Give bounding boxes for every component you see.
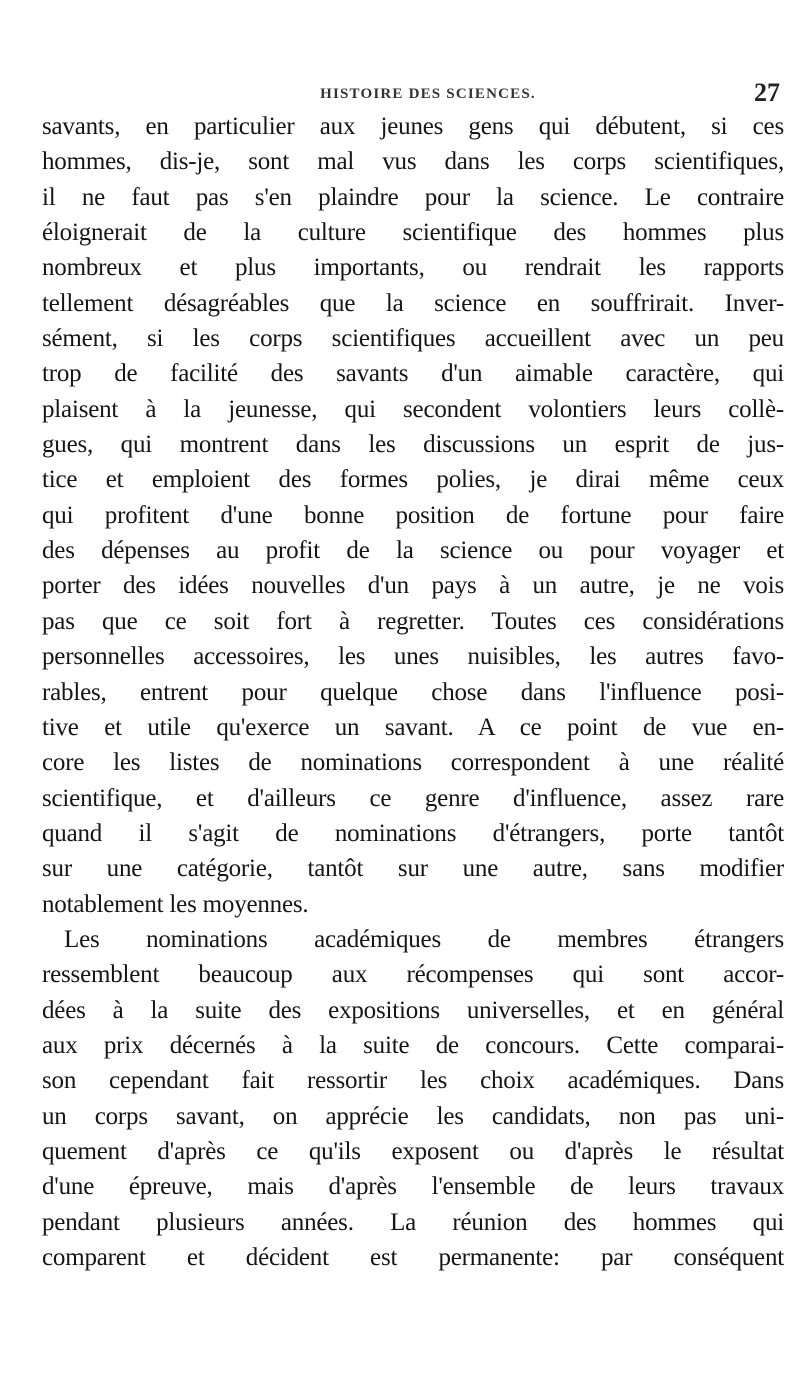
text-line: personnelles accessoires, les unes nuisibles, les autres favo- [42, 643, 784, 671]
text-line: nombreux et plus importants, ou rendrait les rapports [42, 254, 784, 282]
text-line: un corps savant, on apprécie les candidats, non pas uni- [42, 1102, 784, 1130]
text-line: scientifique, et d'ailleurs ce genre d'influence, assez rare [42, 784, 784, 812]
text-line: son cependant fait ressortir les choix académiques. Dans [42, 1067, 784, 1095]
running-title: HISTOIRE DES SCIENCES. [320, 86, 536, 102]
text-line: pendant plusieurs années. La réunion des hommes qui [42, 1208, 784, 1236]
text-line: gues, qui montrent dans les discussions un esprit de jus- [42, 431, 784, 459]
text-line: pas que ce soit fort à regretter. Toutes ces considérations [42, 607, 784, 635]
text-line: porter des idées nouvelles d'un pays à un autre, je ne vois [42, 572, 784, 600]
text-line: sur une catégorie, tantôt sur une autre, sans modifier [42, 855, 784, 883]
text-line: ressemblent beaucoup aux récompenses qui sont accor- [42, 961, 784, 989]
text-line: d'une épreuve, mais d'après l'ensemble de leurs travaux [42, 1173, 784, 1201]
text-line: éloignerait de la culture scientifique des hommes plus [42, 219, 784, 247]
text-line: quement d'après ce qu'ils exposent ou d'après le résultat [42, 1137, 784, 1165]
text-line: aux prix décernés à la suite de concours. Cette comparai- [42, 1031, 784, 1059]
text-line: sément, si les corps scientifiques accueillent avec un peu [42, 325, 784, 353]
text-line: hommes, dis-je, sont mal vus dans les corps scientifiques, [42, 148, 784, 176]
text-line: plaisent à la jeunesse, qui secondent volontiers leurs collè- [42, 395, 784, 423]
text-line: tellement désagréables que la science en souffrirait. Inver- [42, 289, 784, 317]
text-line: tive et utile qu'exerce un savant. A ce point de vue en- [42, 713, 784, 741]
text-line-paragraph-start: Les nominations académiques de membres étrangers [64, 925, 784, 953]
text-line: dées à la suite des expositions universelles, et en général [42, 996, 784, 1024]
page-number: 27 [754, 78, 780, 107]
text-line: savants, en particulier aux jeunes gens qui débutent, si ces [42, 113, 784, 140]
text-line: core les listes de nominations correspondent à une réalité [42, 749, 784, 777]
text-line-paragraph-end: notablement les moyennes. [42, 890, 309, 918]
text-line: trop de facilité des savants d'un aimable caractère, qui [42, 360, 784, 388]
text-line: qui profitent d'une bonne position de fortune pour faire [42, 501, 784, 529]
text-line: il ne faut pas s'en plaindre pour la science. Le contraire [42, 183, 784, 211]
text-line: des dépenses au profit de la science ou pour voyager et [42, 537, 784, 565]
text-line: comparent et décident est permanente: par conséquent [42, 1244, 784, 1271]
body-text [42, 109, 784, 1275]
text-line: rables, entrent pour quelque chose dans l'influence posi- [42, 678, 784, 706]
text-line: tice et emploient des formes polies, je dirai même ceux [42, 466, 784, 494]
text-line: quand il s'agit de nominations d'étrangers, porte tantôt [42, 819, 784, 847]
